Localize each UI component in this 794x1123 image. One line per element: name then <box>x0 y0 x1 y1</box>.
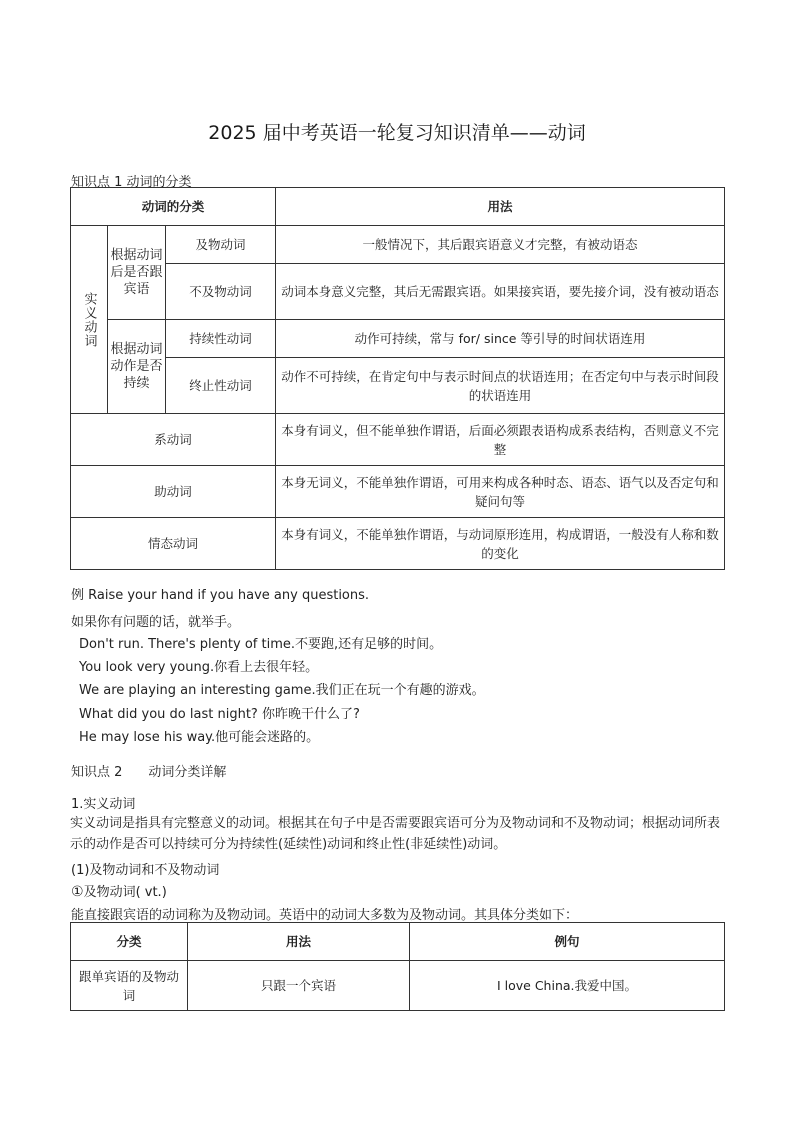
row-name: 情态动词 <box>71 518 276 570</box>
row-name: 持续性动词 <box>166 320 276 358</box>
table-row <box>71 961 725 1011</box>
row-usage: 动作不可持续，在肯定句中与表示时间点的状语连用；在否定句中与表示时间段的状语连用 <box>276 358 725 414</box>
example-line: He may lose his way.他可能会迷路的。 <box>79 730 320 745</box>
cell-category: 跟单宾语的及物动词 <box>71 961 188 1011</box>
example-intro: 例 Raise your hand if you have any questions. <box>71 588 370 603</box>
section-2-label: 知识点 2 动词分类详解 <box>71 765 227 780</box>
row-name: 终止性动词 <box>166 358 276 414</box>
section-1-label: 知识点 1 动词的分类 <box>71 175 192 190</box>
row-usage: 动词本身意义完整，其后无需跟宾语。如果接宾语，要先接介词，没有被动语态 <box>276 264 725 320</box>
table-row <box>71 226 725 264</box>
table-row <box>71 466 725 518</box>
row-usage: 一般情况下，其后跟宾语意义才完整，有被动语态 <box>276 226 725 264</box>
subsection-text: 及物动词( vt.) <box>83 885 167 900</box>
example-intro-translation: 如果你有问题的话，就举手。 <box>71 615 241 630</box>
subsection-heading: 1.实义动词 <box>71 797 136 812</box>
header-usage: 用法 <box>276 188 725 226</box>
page-title: 2025 届中考英语一轮复习知识清单——动词 <box>208 122 586 144</box>
table-header-row <box>71 923 725 961</box>
example-line: We are playing an interesting game.我们正在玩一个有趣的游戏。 <box>79 683 485 698</box>
table-row <box>71 320 725 358</box>
paragraph: 实义动词是指具有完整意义的动词。根据其在句子中是否需要跟宾语可分为及物动词和不及物动词；根据动词所表示的动作是否可以持续可分为持续性(延续性)动词和终止性(非延续性)动词。 <box>70 816 721 852</box>
table-header-row <box>71 188 725 226</box>
subsection-heading <box>71 881 167 900</box>
group-duration-label: 根据动词动作是否持续 <box>108 320 166 414</box>
table-row <box>71 264 725 320</box>
table-row <box>71 414 725 466</box>
row-name: 助动词 <box>71 466 276 518</box>
example-line: What did you do last night? 你昨晚干什么了? <box>79 707 360 722</box>
table-row <box>71 518 725 570</box>
example-line: Don't run. There's plenty of time.不要跑,还有足够的时间。 <box>79 637 443 652</box>
header-example: 例句 <box>410 923 725 961</box>
verb-classification-table <box>70 187 725 570</box>
header-usage: 用法 <box>188 923 410 961</box>
row-usage: 本身有词义，但不能单独作谓语，后面必须跟表语构成系表结构，否则意义不完整 <box>276 414 725 466</box>
paragraph: 能直接跟宾语的动词称为及物动词。英语中的动词大多数为及物动词。其具体分类如下： <box>71 908 579 923</box>
header-category: 分类 <box>71 923 188 961</box>
transitive-verb-table <box>70 922 725 1011</box>
shiyi-label: 实义动词 <box>71 226 108 414</box>
row-usage: 本身无词义，不能单独作谓语，可用来构成各种时态、语态、语气以及否定句和疑问句等 <box>276 466 725 518</box>
row-name: 系动词 <box>71 414 276 466</box>
cell-example: I love China.我爱中国。 <box>410 961 725 1011</box>
table-row <box>71 358 725 414</box>
group-object-label: 根据动词后是否跟宾语 <box>108 226 166 320</box>
row-name: 不及物动词 <box>166 264 276 320</box>
example-line: You look very young.你看上去很年轻。 <box>79 660 319 675</box>
circled-number: ① <box>71 884 84 900</box>
cell-usage: 只跟一个宾语 <box>188 961 410 1011</box>
row-name: 及物动词 <box>166 226 276 264</box>
row-usage: 本身有词义，不能单独作谓语，与动词原形连用，构成谓语，一般没有人称和数的变化 <box>276 518 725 570</box>
header-classification: 动词的分类 <box>71 188 276 226</box>
subsection-heading: (1)及物动词和不及物动词 <box>71 863 220 878</box>
row-usage: 动作可持续，常与 for/ since 等引导的时间状语连用 <box>276 320 725 358</box>
